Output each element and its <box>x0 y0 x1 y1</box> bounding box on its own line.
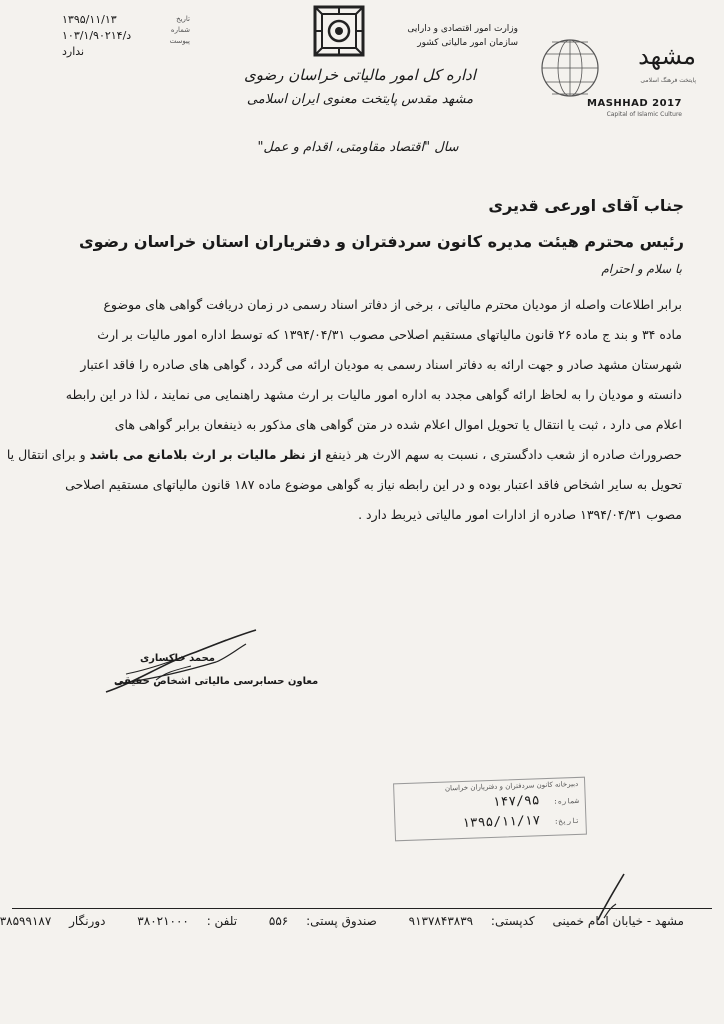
phone-label: تلفن : <box>206 914 238 928</box>
ministry-block <box>388 22 518 50</box>
signer-title: معاون حسابرسی مالیاتی اشخاص حقیقی <box>114 676 319 687</box>
greeting: با سلام و احترام <box>601 262 682 276</box>
year-slogan: سال "اقتصاد مقاومتی، اقدام و عمل" <box>257 140 459 155</box>
meta-labels <box>150 14 190 47</box>
body-line: مصوب ۱۳۹۴/۰۴/۳۱ صادره از ادارات امور مالیاتی ذیربط دارد . <box>358 507 682 522</box>
body-line: شهرستان مشهد صادر و جهت ارائه به دفاتر اسناد رسمی به مودیان ارائه می گردد ، گواهی های صادره را فاقد اعتبار <box>80 357 682 372</box>
body-text: حصروراث صادره از شعب دادگستری ، نسبت به سهم الارث هر ذینفع <box>325 447 682 462</box>
fax-label: دورنگار <box>69 914 106 928</box>
organization-tagline: مشهد مقدس پایتخت معنوی ایران اسلامی <box>246 92 474 107</box>
body-line: ماده ۳۴ و بند ج ماده ۲۶ قانون مالیاتهای مستقیم اصلاحی مصوب ۱۳۹۴/۰۴/۳۱ که توسط اداره امور مالیات بر ارث <box>97 327 682 342</box>
addressee-title: رئیس محترم هیئت مدیره کانون سردفتران و دفتریاران استان خراسان رضوی <box>78 232 684 251</box>
body-bold-text: از نظر مالیات بر ارث بلامانع می باشد <box>89 447 322 462</box>
organization-name: اداره کل امور مالیاتی خراسان رضوی <box>244 66 476 84</box>
footer-contact <box>0 914 684 928</box>
body-line: تحویل به سایر اشخاص فاقد اعتبار بوده و در این رابطه نیاز به گواهی موضوع ماده ۱۸۷ قانون مالیاتهای مستقیم اصلاحی <box>65 477 682 492</box>
body-line: برابر اطلاعات واصله از مودیان محترم مالیاتی ، برخی از دفاتر اسناد رسمی در زمان دریافت گواهی های موضوع <box>103 297 682 312</box>
footer-phone <box>123 914 237 928</box>
mashhad-logo-english-subtitle: Capital of Islamic Culture <box>606 111 682 118</box>
addressee-name: جناب آقای اورعی قدیری <box>488 196 684 215</box>
fax-number: ۳۸۵۹۹۱۸۷ <box>0 914 52 928</box>
body-text: و برای انتقال یا <box>6 447 86 462</box>
mashhad-logo-subtitle: پایتخت فرهنگ اسلامی <box>640 77 696 84</box>
tax-organization-name: سازمان امور مالیاتی کشور <box>417 38 518 48</box>
pobox-number: ۵۵۶ <box>268 914 289 928</box>
footer-pobox <box>255 914 377 928</box>
phone-number: ۳۸۰۲۱۰۰۰ <box>137 914 189 928</box>
stamp-date-label: تاریخ: <box>554 816 580 826</box>
mashhad-logo-english: MASHHAD 2017 <box>587 98 682 109</box>
signer-name: محمد خاکساری <box>140 653 215 664</box>
body-line: دانسته و مودیان را به لحاظ ارائه گواهی مجدد به اداره امور مالیات بر ارث مشهد راهنمایی می نمایند ، لذا در این رابطه <box>65 387 682 402</box>
stamp-date: ۱۳۹۵/۱۱/۱۷ <box>461 813 541 831</box>
stamp-number: ۱۴۷/۹۵ <box>492 793 540 810</box>
footer-fax <box>0 914 105 928</box>
meta-label-attachment: پیوست <box>169 37 190 45</box>
footer-postal <box>395 914 535 928</box>
letter-date: ۱۳۹۵/۱۱/۱۳ <box>62 13 117 26</box>
stamp-header: دبیرخانه کانون سردفتران و دفتریاران خراسان <box>444 779 579 793</box>
postal-code: ۹۱۳۷۸۴۳۸۳۹ <box>408 914 474 928</box>
body-line-emphasis <box>6 440 682 470</box>
stamp-date-row <box>462 812 580 831</box>
footer-address: مشهد - خیابان امام خمینی <box>552 914 684 928</box>
letter-attachment: ندارد <box>62 45 85 58</box>
pobox-label: صندوق پستی: <box>306 914 377 928</box>
meta-label-number: شماره <box>170 26 190 34</box>
ministry-name: وزارت امور اقتصادی و دارایی <box>407 24 518 34</box>
meta-label-date: تاریخ <box>176 15 190 23</box>
mashhad-2017-logo <box>540 18 710 118</box>
stamp-number-row <box>492 792 579 810</box>
postal-label: کدپستی: <box>490 914 535 928</box>
footer-divider <box>12 908 712 909</box>
mashhad-logo-title: مشهد <box>638 42 696 70</box>
letter-body <box>6 290 682 530</box>
letter-number: د/۱۰۳/۱/۹۰۲۱۴ <box>62 29 132 42</box>
receipt-stamp <box>393 777 587 842</box>
stamp-number-label: شماره: <box>553 796 579 806</box>
tax-organization-emblem-icon <box>312 4 366 58</box>
body-line: اعلام می دارد ، ثبت یا انتقال یا تحویل اموال اعلام شده در متن گواهی های مذکور به ذینفعان برابر گواهی های <box>114 417 682 432</box>
